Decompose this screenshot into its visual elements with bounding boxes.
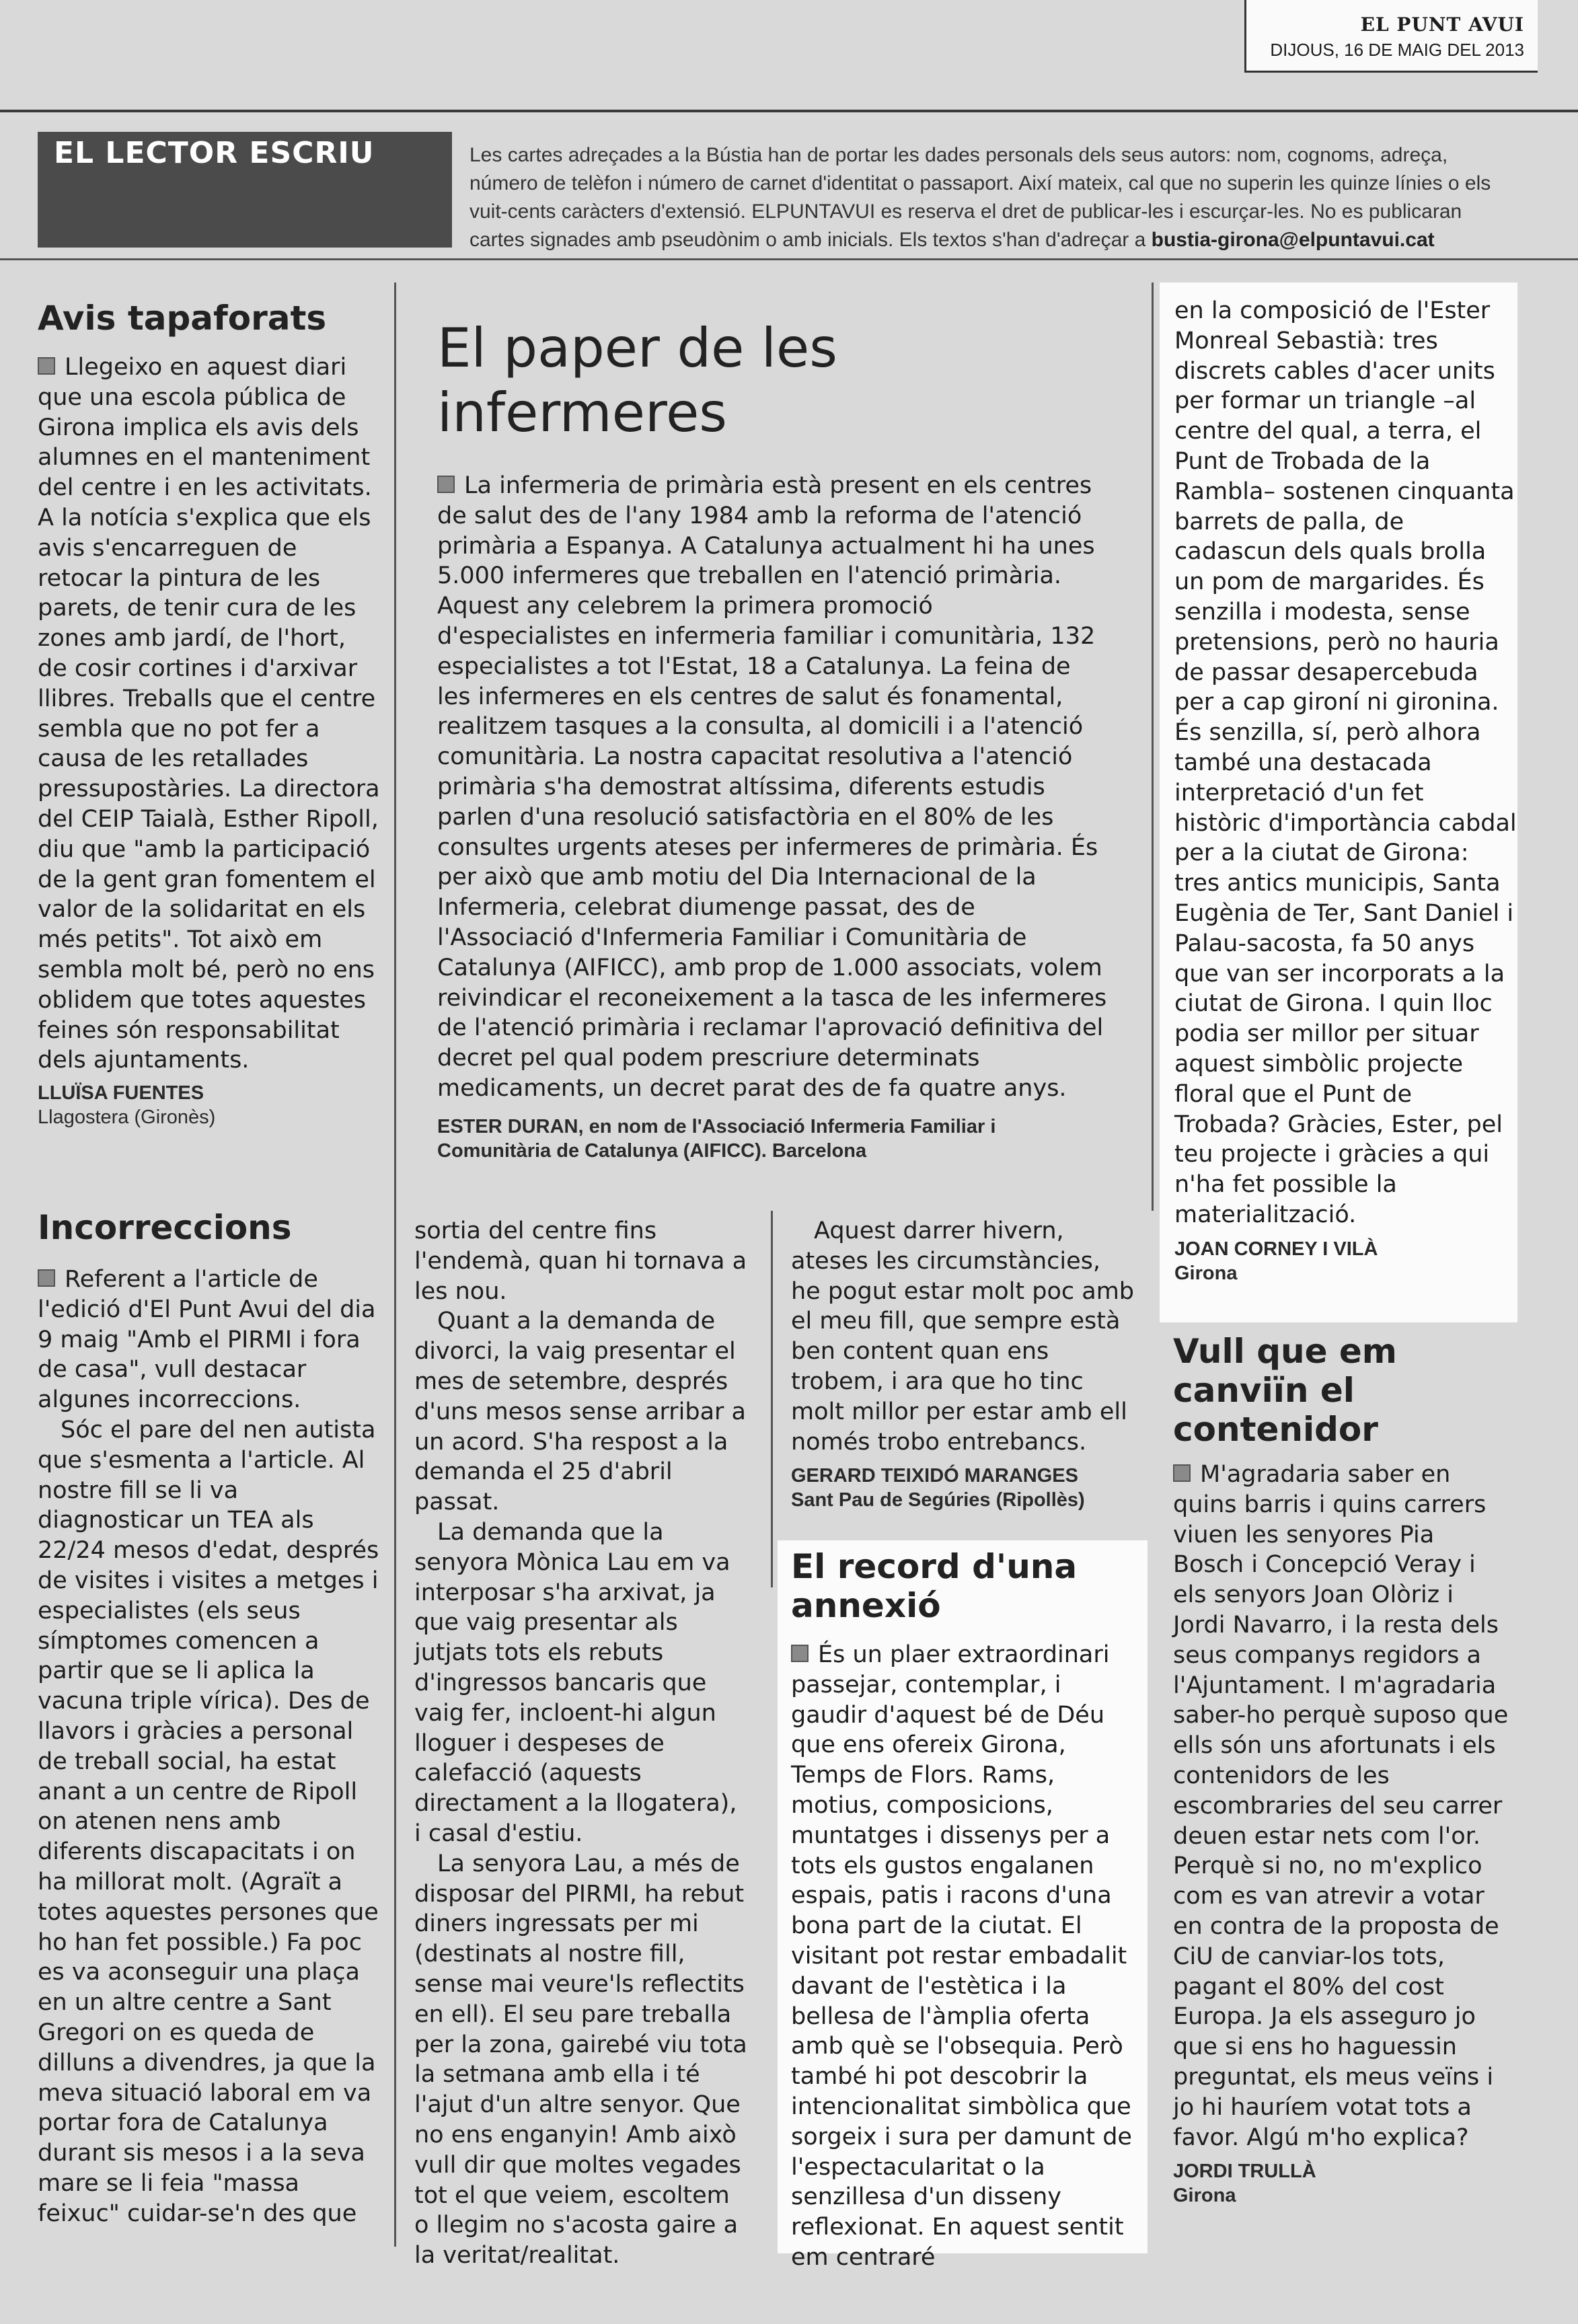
- square-bullet-icon: [437, 476, 455, 493]
- letter-contenidor: [1173, 1332, 1509, 2208]
- letter-place: Girona: [1174, 1262, 1238, 1284]
- newspaper-name: EL PUNT AVUI: [1360, 13, 1524, 36]
- letter-paragraph: La demanda que la senyora Mònica Lau em va interposar s'ha arxivat, ja que vaig presentar als jutjats tots els rebuts d'ingressos bancaris que vaig fer, incloent-hi algun lloguer i despeses de calefacció (aquests directament a la llogatera), i casal d'estiu.: [414, 1518, 737, 1847]
- letter-paragraph: en la composició de l'Ester Monreal Sebastià: tres discrets cables d'acer units per formar un triangle –al centre del qual, a terra, el Punt de Trobada de la Rambla– sostenen cinquanta barrets de palla, de cadascun dels quals brolla un pom de margarides. És senzilla i modesta, sense pretensions, però no hauria de passar desapercebuda per a cap gironí ni gironina. És senzilla, sí, però alhora també una destacada interpretació d'un fet històric d'importància cabdal per a la ciutat de Girona: tres antics municipis, Santa Eugènia de Ter, Sant Daniel i Palau-sacosta, fa 50 anys que van ser incorporats a la ciutat de Girona. I quin lloc podia ser millor per situar aquest simbòlic projecte floral que el Punt de Trobada? Gràcies, Ester, pel teu projecte i gràcies a qui n'ha fet possible la materialització.: [1174, 297, 1517, 1228]
- letter-incorreccions-end: [791, 1216, 1134, 1512]
- letter-place: Girona: [1173, 2185, 1236, 2207]
- section-title: EL LECTOR ESCRIU: [54, 136, 375, 170]
- letter-paragraph: És un plaer extraordinari passejar, contemplar, i gaudir d'aquest bé de Déu que ens ofereix Girona, Temps de Flors. Rams, motius, composicions, muntatges i dissenys per a tots els gustos engalanen espais, patis i racons d'una bona part de la ciutat. El visitant pot restar embadalit davant de l'estètica i la bellesa de l'àmplia oferta amb què se l'obsequia. Però també hi pot descobrir la intencionalitat simbòlica que sorgeix i sura per damunt de l'espectacularitat o la senzillesa d'un disseny reflexionat. En aquest sentit em centraré: [791, 1641, 1132, 2271]
- masthead: [1244, 0, 1538, 73]
- letter-author: GERARD TEIXIDÓ MARANGES: [791, 1465, 1078, 1487]
- column-rule: [771, 1211, 773, 1587]
- letter-author: JORDI TRULLÀ: [1173, 2161, 1316, 2183]
- letter-body: M'agradaria saber en quins barris i quins carrers viuen les senyores Pia Bosch i Concepció Veray i els senyors Joan Olòriz i Jordi Navarro, i la resta dels seus companys regidors a l'Ajuntament. I m'agradaria saber-ho perquè suposo que ells són uns afortunats i els contenidors de les escombraries del seu carrer deuen estar nets com l'or. Perquè si no, no m'explico com es van atrevir a votar en contra de la proposta de CiU de canviar-los tots, pagant el 80% del cost Europa. Ja els asseguro jo que si ens ho haguessin preguntat, els meus veïns i jo hi hauríem votat tots a favor. Algú m'ho explica?: [1173, 1461, 1509, 2151]
- letter-paragraph: La senyora Lau, a més de disposar del PIRMI, ha rebut diners ingressats per mi (destinats al nostre fill, sense mai veure'ls reflectits en ell). El seu pare treballa per la zona, gairebé viu tota la setmana amb ella i té l'ajut d'un altre senyor. Que no ens enganyin! Amb això vull dir que moltes vegades tot el que veiem, escoltem o llegim no s'acosta gaire a la veritat/realitat.: [414, 1850, 747, 2270]
- letter-body: Llegeixo en aquest diari que una escola pública de Girona implica els avis dels alumnes en el manteniment del centre i en les activitats. A la notícia s'explica que els avis s'encarreguen de retocar la pintura de les parets, de tenir cura de les zones amb jardí, de l'hort, de cosir cortines i d'arxivar llibres. Treballs que el centre sembla que no pot fer a causa de les retallades pressupostàries. La directora del CEIP Taialà, Esther Ripoll, diu que "amb la participació de la gent gran fomentem el valor de la solidaritat en els més petits". Tot això em sembla molt bé, però no ens oblidem que totes aquestes feines són responsabilitat dels ajuntaments.: [38, 354, 380, 1074]
- letter-paragraph: Sóc el pare del nen autista que s'esmenta a l'article. Al nostre fill se li va diagnosticar un TEA als 22/24 mesos d'edat, després de visites i visites a metges i especialistes (els seus símptomes comencen a partir que se li aplica la vacuna triple vírica). Des de llavors i gràcies a personal de treball social, ha estat anant a un centre de Ripoll on atenen nens amb diferents discapacitats i on ha millorat molt. (Agraït a totes aquestes persones que ho han fet possible.) Fa poc es va aconseguir una plaça en un altre centre a Sant Gregori on es queda de dilluns a divendres, ja que la meva situació laboral em va portar fora de Catalunya durant sis mesos i a la seva mare se li feia "massa feixuc" cuidar-se'n des que: [38, 1416, 379, 2227]
- letter-title: Vull que em canviïn el contenidor: [1173, 1332, 1397, 1449]
- letter-title: Avis tapaforats: [38, 299, 327, 338]
- letter-paragraph: Quant a la demanda de divorci, la vaig presentar el mes de setembre, després d'uns mesos sense arribar a un acord. S'ha respost a la demanda el 25 d'abril passat.: [414, 1308, 747, 1516]
- letter-infermeres: [437, 316, 1110, 1163]
- issue-date: DIJOUS, 16 DE MAIG DEL 2013: [1270, 40, 1524, 60]
- rubric-intro-text: Les cartes adreçades a la Bústia han de portar les dades personals dels seus autors: nom, cognoms, adreça, número de telèfon i número de carnet d'identitat o passaport. Així mateix, cal que no superin les quinze línies o els vuit-cents caràcters d'extensió. ELPUNTAVUI es reserva el dret de publicar-les i escurçar-les. No es publicaran cartes signades amb pseudònim o amb inicials. Els textos s'han d'adreçar a: [469, 144, 1491, 251]
- square-bullet-icon: [38, 357, 55, 375]
- letter-place: Sant Pau de Segúries (Ripollès): [791, 1489, 1085, 1511]
- letter-place: Barcelona: [772, 1139, 867, 1162]
- letter-incorreccions: [38, 1208, 381, 2229]
- column-rule: [1152, 283, 1154, 1211]
- section-rubric: [38, 132, 452, 248]
- letter-record-cont: [1160, 283, 1517, 1322]
- divider: [0, 110, 1578, 112]
- square-bullet-icon: [38, 1269, 55, 1287]
- letter-avis: [38, 299, 381, 1129]
- letter-paragraph: Aquest darrer hivern, ateses les circumstàncies, he pogut estar molt poc amb el meu fill, que sempre està ben content quan ens trobem, i ara que ho tinc molt millor per estar amb ell només trobo entrebancs.: [791, 1217, 1135, 1456]
- contact-email: bustia-girona@elpuntavui.cat: [1151, 229, 1435, 251]
- letter-title: Incorreccions: [38, 1208, 292, 1247]
- letter-author: JOAN CORNEY I VILÀ: [1174, 1238, 1378, 1260]
- letter-title: El paper de les infermeres: [437, 317, 837, 444]
- letter-record: [778, 1540, 1148, 2271]
- letter-author: LLUÏSA FUENTES: [38, 1082, 204, 1104]
- square-bullet-icon: [1173, 1464, 1191, 1482]
- letter-author: ESTER DURAN, en nom de l'Associació Infermeria Familiar i Comunitària de Catalunya (AIFICC).: [437, 1115, 996, 1162]
- square-bullet-icon: [791, 1645, 809, 1662]
- letter-paragraph: Referent a l'article de l'edició d'El Punt Avui del dia 9 maig "Amb el PIRMI i fora de casa", vull destacar algunes incorreccions.: [38, 1266, 376, 1414]
- letter-incorreccions-cont: [414, 1216, 751, 2271]
- letter-paragraph: sortia del centre fins l'endemà, quan hi tornava a les nou.: [414, 1217, 747, 1305]
- letter-body: La infermeria de primària està present en els centres de salut des de l'any 1984 amb la reforma de l'atenció primària a Espanya. A Catalunya actualment hi ha unes 5.000 infermeres que treballen en l'atenció primària. Aquest any celebrem la primera promoció d'especialistes en infermeria familiar i comunitària, 132 especialistes a tot l'Estat, 18 a Catalunya. La feina de les infermeres en els centres de salut és fonamental, realitzem tasques a la consulta, al domicili i a l'atenció comunitària. La nostra capacitat resolutiva a l'atenció primària s'ha demostrat altíssima, diferents estudis parlen d'una resolució satisfactòria en el 80% de les consultes urgents ateses per infermeres de primària. És per això que amb motiu del Dia Internacional de la Infermeria, celebrat diumenge passat, des de l'Associació d'Infermeria Familiar i Comunitària de Catalunya (AIFICC), amb prop de 1.000 associats, volem reivindicar el reconeixement a la tasca de les infermeres de l'atenció primària i reclamar l'aprovació definitiva del decret pel qual podem prescriure determinats medicaments, un decret parat des de fa quatre anys.: [437, 472, 1107, 1102]
- column-rule: [394, 283, 396, 2247]
- letter-title: El record d'una annexió: [791, 1547, 1078, 1625]
- divider: [0, 258, 1578, 260]
- rubric-intro: [469, 141, 1505, 254]
- letter-place: Llagostera (Gironès): [38, 1107, 216, 1129]
